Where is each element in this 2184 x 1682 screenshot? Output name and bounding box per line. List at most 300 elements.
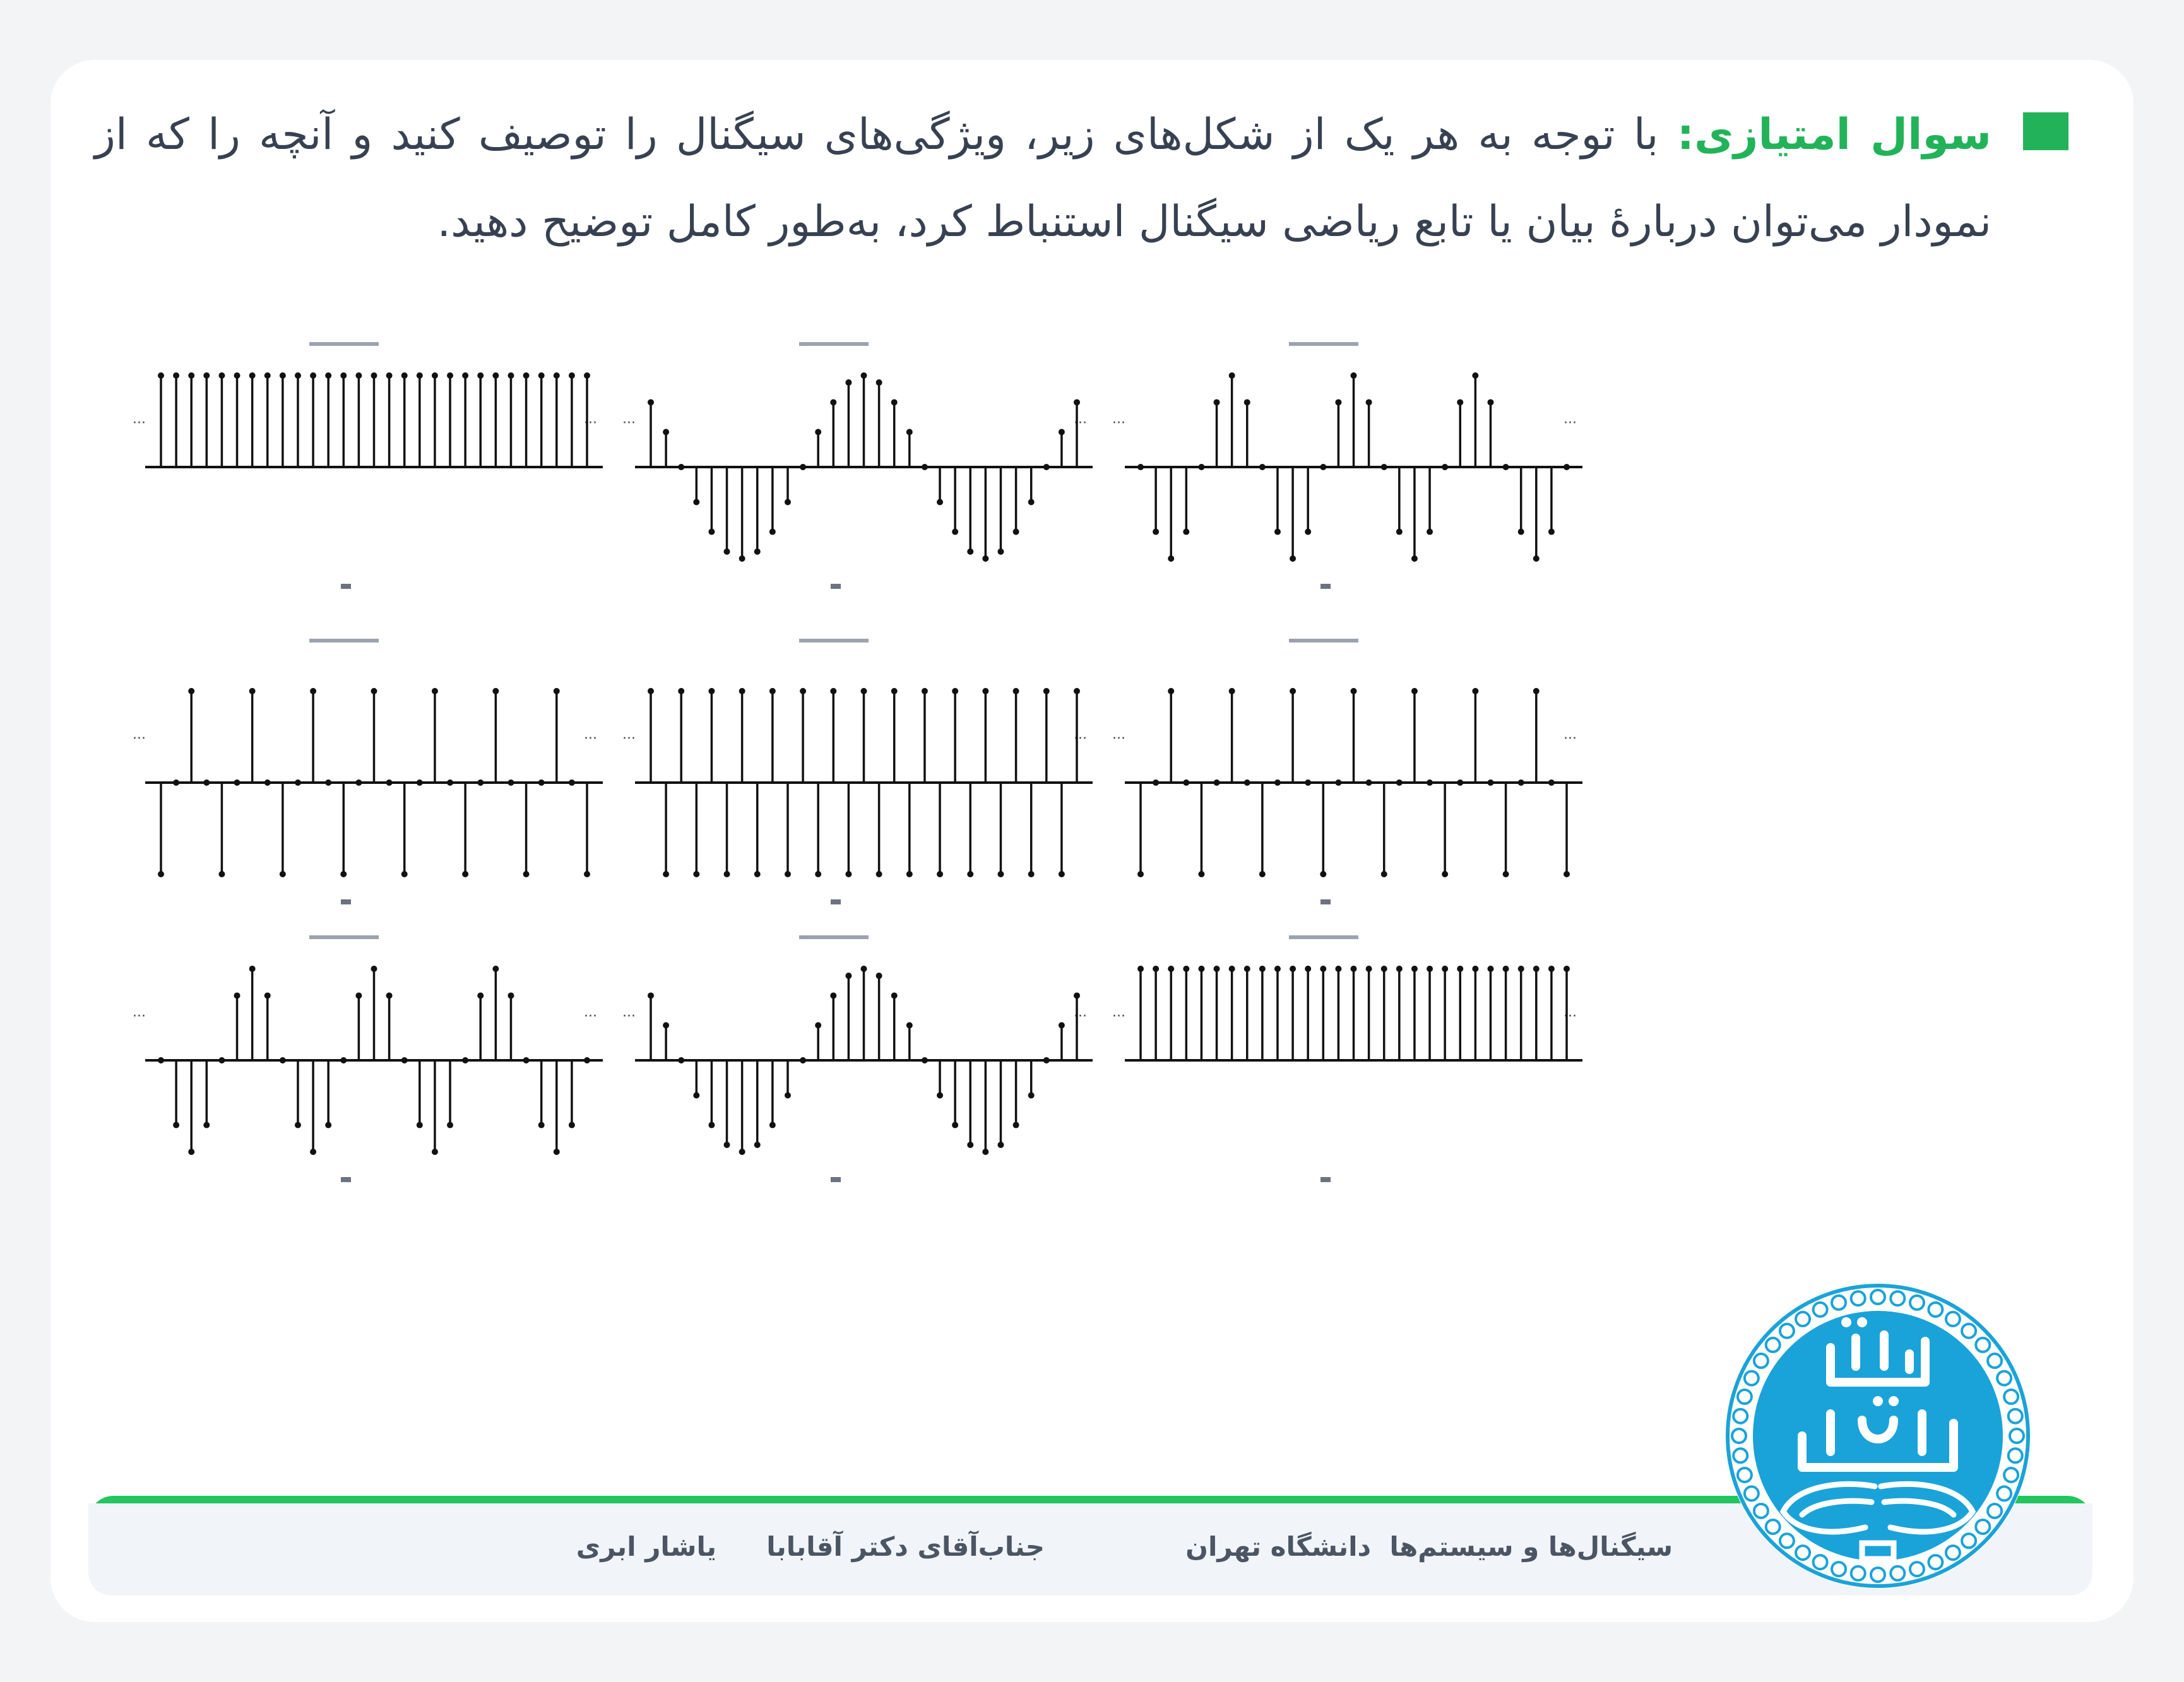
- stem-dot: [569, 372, 575, 379]
- stem-dot: [1351, 966, 1357, 972]
- stem-dot: [188, 1149, 194, 1155]
- plot-caption-mark: [831, 584, 841, 589]
- stem-dot: [739, 555, 745, 562]
- plot-ellipsis-left: ...: [133, 411, 146, 427]
- stem-dot: [997, 548, 1004, 555]
- stem-dot: [1137, 871, 1144, 877]
- stem-dot: [325, 779, 331, 786]
- stem-dot: [477, 779, 484, 786]
- stem-dot: [1411, 688, 1418, 694]
- stem-dot: [663, 1022, 669, 1029]
- stem-dot: [1472, 688, 1478, 694]
- stem-dot: [724, 1142, 730, 1148]
- stem-dot: [295, 779, 301, 786]
- stem-dot: [1548, 529, 1555, 535]
- stem-dot: [158, 372, 164, 379]
- stem-dot: [830, 399, 836, 405]
- stem-dot: [1214, 399, 1220, 405]
- stem-dot: [432, 372, 438, 379]
- stem-dot: [952, 1122, 958, 1128]
- stem-plot-d: [133, 639, 603, 904]
- stem-dot: [554, 1149, 560, 1155]
- stem-dot: [1351, 688, 1357, 694]
- stem-dot: [952, 529, 958, 535]
- stem-dot: [1074, 399, 1080, 405]
- stem-dot: [1183, 966, 1189, 972]
- stem-dot: [280, 1057, 286, 1063]
- stem-dot: [861, 372, 867, 379]
- stem-dot: [158, 871, 164, 877]
- plot-ellipsis-right: ...: [1564, 411, 1577, 427]
- stem-dot: [1457, 399, 1463, 405]
- stem-dot: [708, 529, 715, 535]
- stem-dot: [1503, 871, 1509, 877]
- stem-dot: [754, 871, 761, 877]
- stem-dot: [1214, 779, 1220, 786]
- stem-dot: [1198, 966, 1204, 972]
- stem-dot: [1229, 372, 1235, 379]
- stem-dot: [1137, 464, 1144, 470]
- plot-ellipsis-right: ...: [1074, 1004, 1087, 1021]
- stem-dot: [1074, 992, 1080, 998]
- university-of-tehran-seal-logo: [1720, 1278, 2036, 1594]
- stem-dot: [1320, 966, 1326, 972]
- stem-dot: [310, 1149, 316, 1155]
- stem-dot: [845, 973, 852, 979]
- stem-dot: [477, 372, 484, 379]
- stem-dot: [1381, 871, 1387, 877]
- footer-author: یاشار ابری: [576, 1531, 716, 1562]
- stem-plot-i: [1112, 935, 1582, 1182]
- stem-dot: [876, 973, 882, 979]
- stem-dot: [1274, 779, 1281, 786]
- stem-dot: [678, 1057, 684, 1063]
- stem-dot: [906, 429, 913, 435]
- stem-dot: [386, 992, 393, 998]
- stem-plot-c: [1112, 342, 1582, 589]
- stem-dot: [492, 966, 499, 972]
- plot-ellipsis-left: ...: [133, 726, 146, 743]
- stem-dot: [1320, 871, 1326, 877]
- stem-dot: [1396, 529, 1403, 535]
- stem-dot: [401, 1057, 408, 1063]
- plot-ellipsis-left: ...: [622, 726, 636, 743]
- stem-dot: [325, 372, 331, 379]
- stem-dot: [708, 688, 715, 694]
- plot-ellipsis-right: ...: [584, 411, 597, 427]
- stem-dot: [982, 1149, 988, 1155]
- stem-dot: [1442, 464, 1448, 470]
- stem-dot: [1411, 966, 1418, 972]
- stem-dot: [1198, 871, 1204, 877]
- stem-dot: [234, 372, 240, 379]
- stem-dot: [249, 688, 256, 694]
- stem-dot: [507, 372, 514, 379]
- plot-title-mark: [1289, 342, 1358, 346]
- stem-dot: [1396, 779, 1403, 786]
- stem-dot: [264, 372, 271, 379]
- stem-dot: [203, 779, 210, 786]
- stem-dot: [371, 688, 377, 694]
- stem-dot: [386, 372, 393, 379]
- stem-dot: [355, 372, 362, 379]
- stem-dot: [1290, 688, 1296, 694]
- stem-dot: [693, 871, 699, 877]
- stem-plot-e: [622, 639, 1093, 904]
- stem-dot: [203, 1122, 210, 1128]
- stem-dot: [569, 1122, 575, 1128]
- stem-dot: [1153, 529, 1159, 535]
- stem-dot: [295, 1122, 301, 1128]
- stem-dot: [447, 372, 453, 379]
- plot-title-mark: [309, 342, 379, 346]
- stem-dot: [1043, 464, 1050, 470]
- stem-dot: [371, 372, 377, 379]
- stem-dot: [249, 372, 256, 379]
- stem-dot: [188, 372, 194, 379]
- stem-dot: [1059, 1022, 1065, 1029]
- stem-dot: [1244, 966, 1250, 972]
- stem-plot-g: [133, 935, 603, 1182]
- stem-dot: [310, 372, 316, 379]
- stem-dot: [769, 529, 776, 535]
- plot-caption-mark: [341, 584, 351, 589]
- stem-dot: [584, 1057, 590, 1063]
- stem-dot: [891, 688, 898, 694]
- stem-dot: [1244, 779, 1250, 786]
- green-square-bullet: [2023, 112, 2068, 150]
- stem-dot: [785, 871, 791, 877]
- plot-caption-mark: [831, 899, 841, 904]
- stem-dot: [1013, 688, 1019, 694]
- stem-dot: [1229, 966, 1235, 972]
- stem-dot: [462, 1057, 468, 1063]
- question-label: سوال امتیازی:: [1677, 110, 1991, 160]
- stem-dot: [830, 992, 836, 998]
- stem-dot: [1259, 966, 1266, 972]
- stem-dot: [1214, 966, 1220, 972]
- stem-dot: [340, 871, 347, 877]
- question-text: [95, 92, 1991, 266]
- stem-dot: [1320, 464, 1326, 470]
- plot-ellipsis-right: ...: [584, 726, 597, 743]
- stem-dot: [523, 871, 530, 877]
- stem-dot: [523, 372, 530, 379]
- stem-dot: [234, 992, 240, 998]
- stem-dot: [1351, 372, 1357, 379]
- stem-dot: [982, 688, 988, 694]
- stem-dot: [538, 779, 545, 786]
- stem-dot: [173, 1122, 179, 1128]
- stem-dot: [815, 429, 821, 435]
- stem-dot: [584, 372, 590, 379]
- stem-dot: [295, 372, 301, 379]
- stem-dot: [188, 688, 194, 694]
- stem-dot: [678, 688, 684, 694]
- stem-dot: [648, 992, 654, 998]
- stem-dot: [922, 688, 928, 694]
- plot-ellipsis-right: ...: [1564, 726, 1577, 743]
- stem-dot: [218, 871, 225, 877]
- stem-dot: [1335, 966, 1341, 972]
- footer-instructor: جناب‌آقای دکتر آقابابا: [766, 1531, 1045, 1562]
- stem-dot: [724, 548, 730, 555]
- stem-dot: [830, 688, 836, 694]
- stem-dot: [876, 379, 882, 386]
- stem-dot: [1290, 555, 1296, 562]
- stem-dot: [891, 399, 898, 405]
- stem-dot: [1059, 429, 1065, 435]
- stem-dot: [952, 688, 958, 694]
- stem-dot: [371, 966, 377, 972]
- stem-dot: [1427, 529, 1433, 535]
- stem-dot: [693, 499, 699, 505]
- stem-dot: [386, 779, 393, 786]
- stem-dot: [173, 779, 179, 786]
- stem-dot: [708, 1122, 715, 1128]
- plot-caption-mark: [1320, 1177, 1331, 1182]
- stem-plot-f: [1112, 639, 1582, 904]
- stem-dot: [1074, 688, 1080, 694]
- stem-dot: [769, 688, 776, 694]
- stem-dot: [1274, 966, 1281, 972]
- stem-dot: [401, 871, 408, 877]
- stem-dot: [1305, 779, 1311, 786]
- stem-dot: [264, 779, 271, 786]
- stem-dot: [1028, 871, 1035, 877]
- stem-dot: [845, 379, 852, 386]
- stem-dot: [507, 779, 514, 786]
- stem-dot: [1487, 399, 1493, 405]
- stem-dot: [1259, 464, 1266, 470]
- stem-dot: [1274, 529, 1281, 535]
- stem-dot: [584, 871, 590, 877]
- stem-dot: [569, 779, 575, 786]
- stem-dot: [754, 1142, 761, 1148]
- stem-dot: [1518, 529, 1524, 535]
- plot-title-mark: [799, 639, 869, 643]
- stem-dot: [234, 779, 240, 786]
- stem-dot: [891, 992, 898, 998]
- stem-dot: [1366, 966, 1372, 972]
- stem-dot: [922, 1057, 928, 1063]
- stem-dot: [754, 548, 761, 555]
- stem-dot: [355, 992, 362, 998]
- stem-dot: [462, 871, 468, 877]
- stem-dot: [845, 871, 852, 877]
- plot-ellipsis-right: ...: [1564, 1004, 1577, 1021]
- stem-dot: [1013, 1122, 1019, 1128]
- stem-dot: [648, 688, 654, 694]
- stem-dot: [1168, 966, 1174, 972]
- stem-dot: [538, 1122, 545, 1128]
- stem-dot: [340, 372, 347, 379]
- stem-dot: [218, 372, 225, 379]
- stem-dot: [1442, 966, 1448, 972]
- plot-caption-mark: [341, 1177, 351, 1182]
- stem-dot: [1472, 966, 1478, 972]
- stem-dot: [739, 688, 745, 694]
- stem-dot: [447, 779, 453, 786]
- stem-plot-h: [622, 935, 1093, 1182]
- stem-dot: [173, 372, 179, 379]
- stem-dot: [1457, 966, 1463, 972]
- stem-dot: [815, 871, 821, 877]
- footer-course: سیگنال‌ها و سیستم‌ها دانشگاه تهران: [1185, 1531, 1673, 1562]
- stem-dot: [1503, 966, 1509, 972]
- stem-dot: [1305, 529, 1311, 535]
- stem-dot: [1533, 555, 1540, 562]
- plot-caption-mark: [831, 1177, 841, 1182]
- stem-dot: [861, 966, 867, 972]
- plot-title-mark: [309, 639, 379, 643]
- stem-dot: [1137, 966, 1144, 972]
- stem-dot: [982, 555, 988, 562]
- stem-dot: [1518, 779, 1524, 786]
- stem-dot: [280, 372, 286, 379]
- plot-caption-mark: [341, 899, 351, 904]
- stem-dot: [1183, 779, 1189, 786]
- stem-dot: [648, 399, 654, 405]
- stem-dot: [264, 992, 271, 998]
- stem-dot: [785, 1092, 791, 1098]
- stem-dot: [922, 464, 928, 470]
- plot-ellipsis-left: ...: [622, 411, 636, 427]
- stem-dot: [1427, 966, 1433, 972]
- stem-dot: [800, 688, 806, 694]
- stem-dot: [997, 871, 1004, 877]
- stem-dot: [1487, 966, 1493, 972]
- stem-dot: [1198, 464, 1204, 470]
- stem-dot: [462, 372, 468, 379]
- signal-plots-figure: [133, 331, 1606, 1234]
- plot-ellipsis-left: ...: [1112, 1004, 1125, 1021]
- stem-dot: [1244, 399, 1250, 405]
- stem-dot: [1259, 871, 1266, 877]
- stem-dot: [1381, 966, 1387, 972]
- stem-dot: [1028, 499, 1035, 505]
- stem-dot: [523, 1057, 530, 1063]
- stem-dot: [1183, 529, 1189, 535]
- plot-title-mark: [799, 935, 869, 939]
- stem-dot: [1503, 464, 1509, 470]
- stem-dot: [310, 688, 316, 694]
- stem-dot: [447, 1122, 453, 1128]
- plot-title-mark: [309, 935, 379, 939]
- stem-dot: [1366, 779, 1372, 786]
- stem-dot: [218, 1057, 225, 1063]
- stem-dot: [554, 688, 560, 694]
- stem-dot: [906, 1022, 913, 1029]
- plot-ellipsis-left: ...: [1112, 411, 1125, 427]
- stem-dot: [1168, 555, 1174, 562]
- stem-dot: [1548, 966, 1555, 972]
- stem-dot: [800, 464, 806, 470]
- stem-dot: [663, 429, 669, 435]
- stem-dot: [1059, 871, 1065, 877]
- stem-dot: [1381, 464, 1387, 470]
- plot-ellipsis-left: ...: [1112, 726, 1125, 743]
- stem-dot: [158, 1057, 164, 1063]
- stem-dot: [1153, 779, 1159, 786]
- stem-dot: [967, 1142, 973, 1148]
- stem-dot: [417, 372, 423, 379]
- stem-dot: [967, 548, 973, 555]
- stem-dot: [1366, 399, 1372, 405]
- stem-dot: [1472, 372, 1478, 379]
- plot-title-mark: [1289, 639, 1358, 643]
- stem-dot: [1229, 688, 1235, 694]
- stem-dot: [340, 1057, 347, 1063]
- stem-dot: [1028, 1092, 1035, 1098]
- plot-caption-mark: [1320, 584, 1331, 589]
- stem-dot: [1518, 966, 1524, 972]
- stem-dot: [538, 372, 545, 379]
- stem-dot: [1411, 555, 1418, 562]
- stem-dot: [554, 372, 560, 379]
- stem-dot: [876, 871, 882, 877]
- stem-dot: [1396, 966, 1403, 972]
- stem-dot: [739, 1149, 745, 1155]
- question-body: با توجه به هر یک از شکل‌های زیر، ویژگی‌های سیگنال را توصیف کنید و آنچه را که از نمودار می‌توان دربارهٔ بیان یا تابع ریاضی سیگنال استنباط کرد، به‌طور کامل توضیح دهید.: [95, 110, 1991, 247]
- stem-dot: [1564, 464, 1570, 470]
- stem-dot: [1442, 871, 1448, 877]
- plot-ellipsis-right: ...: [1074, 726, 1087, 743]
- plot-title-mark: [799, 342, 869, 346]
- stem-dot: [1533, 688, 1540, 694]
- stem-dot: [1335, 399, 1341, 405]
- stem-dot: [937, 499, 943, 505]
- stem-dot: [507, 992, 514, 998]
- stem-dot: [1168, 688, 1174, 694]
- plot-ellipsis-left: ...: [622, 1004, 636, 1021]
- stem-dot: [967, 871, 973, 877]
- stem-dot: [492, 688, 499, 694]
- stem-dot: [249, 966, 256, 972]
- plot-title-mark: [1289, 935, 1358, 939]
- stem-dot: [1043, 688, 1050, 694]
- stem-dot: [417, 1122, 423, 1128]
- stem-dot: [769, 1122, 776, 1128]
- plot-caption-mark: [1320, 899, 1331, 904]
- stem-dot: [1533, 966, 1540, 972]
- stem-dot: [355, 779, 362, 786]
- stem-dot: [492, 372, 499, 379]
- stem-dot: [401, 372, 408, 379]
- stem-dot: [997, 1142, 1004, 1148]
- stem-dot: [800, 1057, 806, 1063]
- stem-dot: [1564, 966, 1570, 972]
- stem-dot: [815, 1022, 821, 1029]
- stem-dot: [1427, 779, 1433, 786]
- stem-plot-b: [622, 342, 1093, 589]
- stem-dot: [1564, 871, 1570, 877]
- stem-dot: [693, 1092, 699, 1098]
- stem-dot: [1335, 779, 1341, 786]
- plot-ellipsis-right: ...: [1074, 411, 1087, 427]
- stem-dot: [678, 464, 684, 470]
- stem-dot: [1487, 779, 1493, 786]
- stem-dot: [1548, 779, 1555, 786]
- stem-dot: [937, 871, 943, 877]
- stem-dot: [724, 871, 730, 877]
- stem-dot: [785, 499, 791, 505]
- stem-dot: [1290, 966, 1296, 972]
- stem-dot: [280, 871, 286, 877]
- stem-dot: [432, 1149, 438, 1155]
- stem-dot: [937, 1092, 943, 1098]
- stem-dot: [663, 871, 669, 877]
